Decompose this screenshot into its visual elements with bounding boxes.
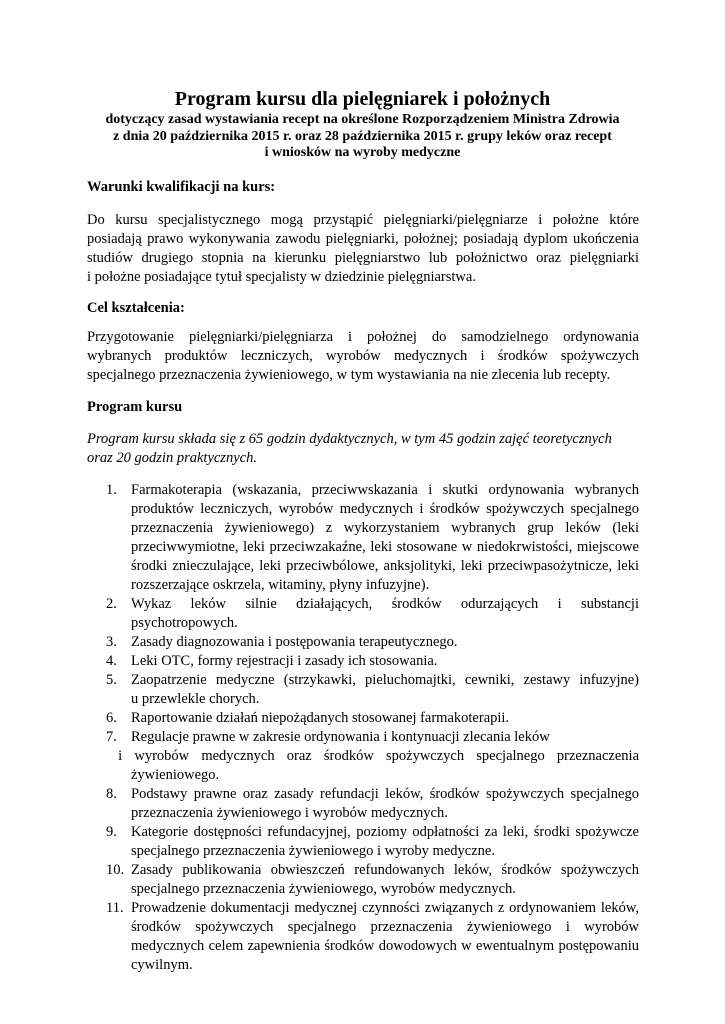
item-line: rozszerzające oskrzela, witaminy, płyny infuzyjne). bbox=[131, 577, 430, 593]
item-line: cywilnym. bbox=[131, 957, 193, 973]
paragraph-line: oraz 20 godzin praktycznych. bbox=[87, 450, 257, 466]
subtitle-line: dotyczący zasad wystawiania recept na określone Rozporządzeniem Ministra Zdrowia bbox=[105, 112, 620, 127]
list-item bbox=[106, 652, 639, 671]
list-item bbox=[106, 595, 639, 633]
list-item bbox=[106, 671, 639, 709]
item-number: 9. bbox=[106, 824, 117, 840]
item-number: 5. bbox=[106, 672, 117, 688]
item-line: przeciwwymiotne, leki przeciwzakaźne, leki stosowane w niedokrwistości, miejscowe bbox=[131, 539, 639, 555]
program-intro bbox=[87, 430, 639, 468]
goal-heading: Cel kształcenia: bbox=[87, 300, 185, 316]
item-line: Wykaz leków silnie działających, środków odurzających i substancji bbox=[131, 596, 639, 612]
subtitle-line: z dnia 20 października 2015 r. oraz 28 października 2015 r. grupy leków oraz recept bbox=[113, 128, 612, 144]
item-line: Farmakoterapia (wskazania, przeciwwskazania i skutki ordynowania wybranych bbox=[131, 482, 639, 498]
goal-paragraph bbox=[87, 328, 639, 385]
list-item bbox=[106, 861, 639, 899]
list-item bbox=[106, 728, 639, 785]
item-line: Kategorie dostępności refundacyjnej, poziomy odpłatności za leki, środki spożywcze bbox=[131, 824, 639, 840]
item-line: Raportowanie działań niepożądanych stosowanej farmakoterapii. bbox=[131, 710, 510, 726]
item-line: Zasady publikowania obwieszczeń refundowanych leków, środków spożywczych bbox=[131, 862, 639, 878]
item-line: środków spożywczych specjalnego przeznaczenia żywieniowego i wyrobów bbox=[131, 919, 639, 935]
item-line: i wyrobów medycznych oraz środków spożywczych specjalnego przeznaczenia bbox=[106, 748, 639, 764]
item-line: Zasady diagnozowania i postępowania terapeutycznego. bbox=[131, 634, 458, 650]
item-line: Podstawy prawne oraz zasady refundacji leków, środków spożywczych specjalnego bbox=[131, 786, 639, 802]
program-list bbox=[106, 481, 639, 975]
item-line: u przewlekle chorych. bbox=[131, 691, 260, 707]
item-number: 2. bbox=[106, 596, 117, 612]
item-line: żywieniowego. bbox=[131, 767, 220, 783]
document-title: Program kursu dla pielęgniarek i położnych bbox=[174, 88, 551, 110]
item-number: 7. bbox=[106, 729, 117, 745]
qualification-heading: Warunki kwalifikacji na kurs: bbox=[87, 179, 276, 195]
document-subtitle bbox=[60, 112, 665, 162]
item-line: produktów leczniczych, wyrobów medycznych i środków spożywczych specjalnego bbox=[131, 501, 639, 517]
item-line: przeznaczenia żywieniowego) z wykorzystaniem wybranych grup leków (leki bbox=[131, 520, 639, 536]
list-item bbox=[106, 481, 639, 595]
item-number: 1. bbox=[106, 482, 117, 498]
list-item bbox=[106, 709, 639, 728]
list-item bbox=[106, 785, 639, 823]
paragraph-line: Do kursu specjalistycznego mogą przystąpić pielęgniarki/pielęgniarze i położne które bbox=[87, 212, 639, 228]
item-line: medycznych celem zapewnienia środków dowodowych w ewentualnym postępowaniu bbox=[131, 938, 639, 954]
program-heading: Program kursu bbox=[87, 399, 183, 415]
paragraph-line: specjalnego przeznaczenia żywieniowego, w tym wystawiania na nie zlecenia lub recepty. bbox=[87, 367, 611, 383]
paragraph-line: wybranych produktów leczniczych, wyrobów medycznych i środków spożywczych bbox=[87, 348, 639, 364]
item-line: Prowadzenie dokumentacji medycznej czynności związanych z ordynowaniem leków, bbox=[131, 900, 639, 916]
item-line: Regulacje prawne w zakresie ordynowania i kontynuacji zlecania leków bbox=[131, 729, 550, 745]
list-item bbox=[106, 899, 639, 975]
item-number: 4. bbox=[106, 653, 117, 669]
paragraph-line: posiadają prawo wykonywania zawodu pielęgniarki, położnej; posiadają dyplom ukończenia bbox=[87, 231, 639, 247]
item-number: 6. bbox=[106, 710, 117, 726]
item-line: Zaopatrzenie medyczne (strzykawki, pieluchomajtki, cewniki, zestawy infuzyjne) bbox=[131, 672, 639, 688]
paragraph-line: Przygotowanie pielęgniarki/pielęgniarza i położnej do samodzielnego ordynowania bbox=[87, 329, 639, 345]
item-line: specjalnego przeznaczenia żywieniowego, wyrobów medycznych. bbox=[131, 881, 516, 897]
item-number: 8. bbox=[106, 786, 117, 802]
item-number: 11. bbox=[106, 900, 124, 916]
item-line: psychotropowych. bbox=[131, 615, 238, 631]
subtitle-line: i wniosków na wyroby medyczne bbox=[264, 145, 461, 160]
item-number: 10. bbox=[106, 862, 125, 878]
item-line: środki znieczulające, leki przeciwbólowe, anksjolityki, leki przeciwpasożytnicze, leki bbox=[131, 558, 639, 574]
item-line: specjalnego przeznaczenia żywieniowego i wyroby medyczne. bbox=[131, 843, 495, 859]
paragraph-line: studiów drugiego stopnia na kierunku pielęgniarstwo lub położnictwo oraz pielęgniarki bbox=[87, 250, 639, 266]
item-number: 3. bbox=[106, 634, 117, 650]
paragraph-line: Program kursu składa się z 65 godzin dydaktycznych, w tym 45 godzin zajęć teoretycznych bbox=[87, 431, 612, 447]
qualification-paragraph bbox=[87, 211, 639, 287]
item-line: Leki OTC, formy rejestracji i zasady ich stosowania. bbox=[131, 653, 438, 669]
item-line: przeznaczenia żywieniowego i wyrobów medycznych. bbox=[131, 805, 448, 821]
list-item bbox=[106, 823, 639, 861]
paragraph-line: i położne posiadające tytuł specjalisty w dziedzinie pielęgniarstwa. bbox=[87, 269, 476, 285]
list-item bbox=[106, 633, 639, 652]
